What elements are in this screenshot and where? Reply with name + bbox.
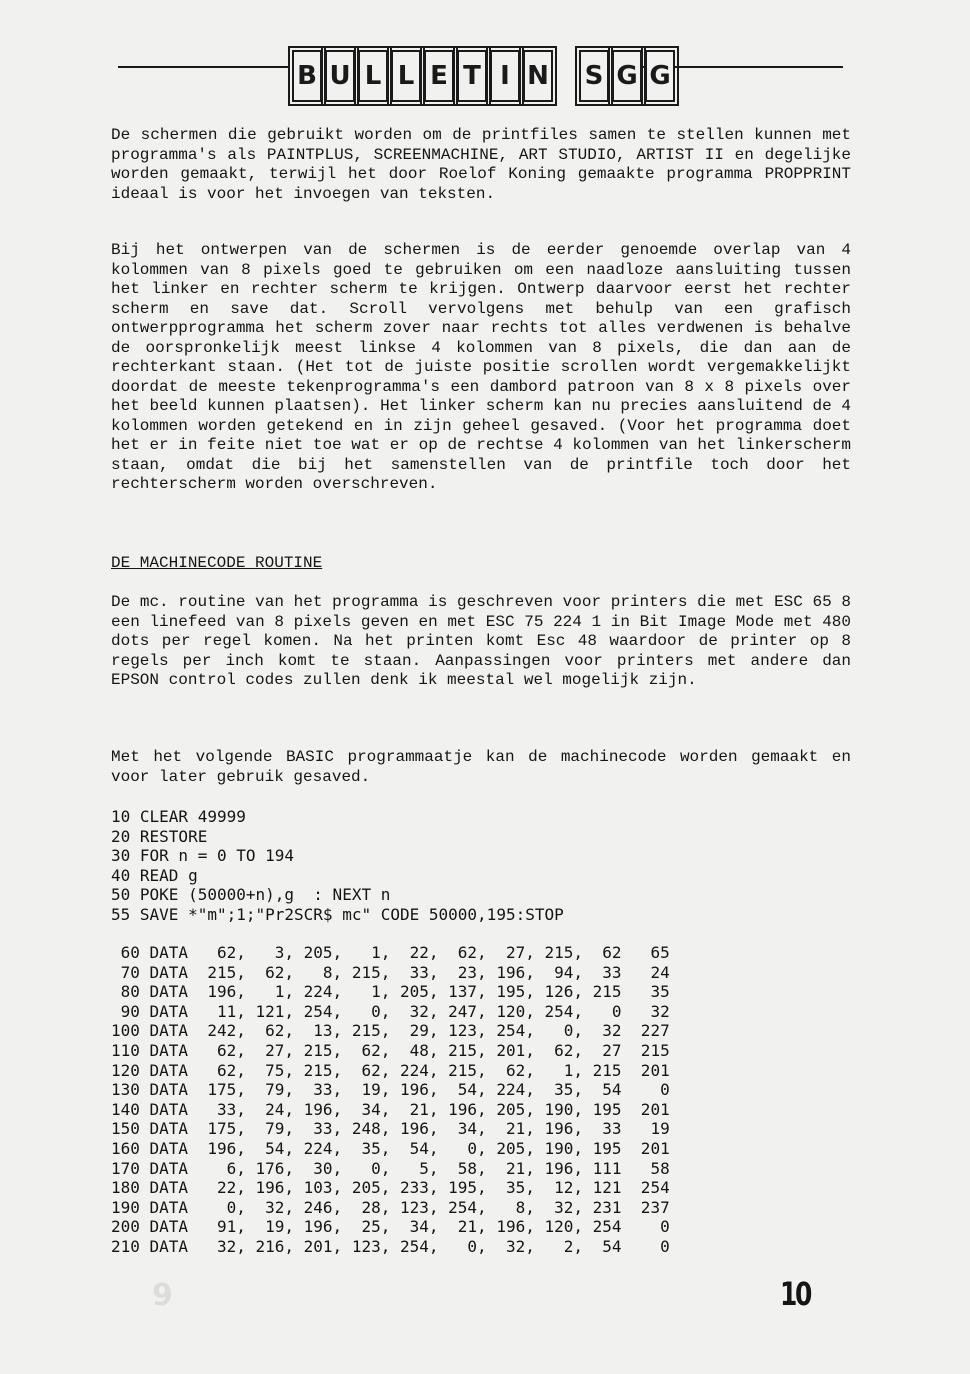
data-line: 80 DATA 196, 1, 224, 1, 205, 137, 195, 126, 215 35 xyxy=(111,982,670,1002)
data-line: 70 DATA 215, 62, 8, 215, 33, 23, 196, 94, 33 24 xyxy=(111,962,670,982)
logo-letter: U xyxy=(325,50,355,102)
data-line: 150 DATA 175, 79, 33, 248, 196, 34, 21, 196, 33 19 xyxy=(111,1119,670,1139)
data-line: 100 DATA 242, 62, 13, 215, 29, 123, 254, 0, 32 227 xyxy=(111,1021,670,1041)
code-line: 40 READ g xyxy=(111,865,198,885)
logo-letter: S xyxy=(579,50,609,102)
logo-letter: E xyxy=(424,50,454,102)
data-line: 140 DATA 33, 24, 196, 34, 21, 196, 205, 190, 195 201 xyxy=(111,1099,670,1119)
data-line: 160 DATA 196, 54, 224, 35, 54, 0, 205, 190, 195 201 xyxy=(111,1138,670,1158)
code-line: 20 RESTORE xyxy=(111,826,208,846)
paragraph-basic-intro: Met het volgende BASIC programmaatje kan de machinecode worden gemaakt en voor later gebruik gesaved. xyxy=(111,748,861,786)
paragraph-mc-routine: De mc. routine van het programma is geschreven voor printers die met ESC 65 8 een linefeed van 8 pixels geven en met ESC 75 224 1 in Bit Image Mode met 480 dots per regel komen. Na het printen komt Esc 48 waardoor de printer op 8 regels per inch komt te staan. Aanpassingen voor printers met andere dan EPSON control codes zullen denk ik meestal wel mogelijk zijn. xyxy=(111,593,861,689)
data-line: 120 DATA 62, 75, 215, 62, 224, 215, 62, 1, 215 201 xyxy=(111,1060,670,1080)
data-line: 190 DATA 0, 32, 246, 28, 123, 254, 8, 32, 231 237 xyxy=(111,1197,670,1217)
data-line: 210 DATA 32, 216, 201, 123, 254, 0, 32, 2, 54 0 xyxy=(111,1236,670,1256)
logo-letter: L xyxy=(391,50,421,102)
logo-letter: N xyxy=(523,50,553,102)
header-rule-left xyxy=(118,66,290,68)
data-line: 170 DATA 6, 176, 30, 0, 5, 58, 21, 196, 111 58 xyxy=(111,1158,670,1178)
logo-letter: G xyxy=(645,50,675,102)
bleed-through-page-number: 9 xyxy=(152,1278,173,1313)
paragraph-screen-design: Bij het ontwerpen van de schermen is de eerder genoemde overlap van 4 kolommen van 8 pixels goed te gebruiken om een naadloze aansluiting tussen het linker en rechter scherm te krijgen. Ontwerp daarvoor eerst het rechter scherm en save dat. Scroll vervolgens met behulp van een grafisch ontwerpprogramma het scherm zover naar rechts tot alles verdwenen is behalve de oorspronkelijk meest linkse 4 kolommen van 8 pixels, die dan aan de rechterkant staan. (Het tot de juiste positie scrollen wordt vergemakkelijkt doordat de meeste tekenprogramma's een dambord patroon van 8 x 8 pixels over het beeld kunnen plaatsen). Het linker scherm kan nu precies aansluitend de 4 kolommen worden getekend en in zijn geheel gesaved. (Voor het programma doet het er in feite niet toe wat er op de rechtse 4 kolommen van het linkerscherm staan, omdat die bij het samenstellen van de printfile toch door het rechterscherm worden overschreven. xyxy=(111,241,861,493)
data-line: 90 DATA 11, 121, 254, 0, 32, 247, 120, 254, 0 32 xyxy=(111,1001,670,1021)
logo-letter: G xyxy=(612,50,642,102)
basic-program-listing xyxy=(111,807,564,925)
data-line: 200 DATA 91, 19, 196, 25, 34, 21, 196, 120, 254 0 xyxy=(111,1217,670,1237)
code-line: 30 FOR n = 0 TO 194 xyxy=(111,846,295,866)
data-line: 60 DATA 62, 3, 205, 1, 22, 62, 27, 215, 62 65 xyxy=(111,943,670,962)
data-statements-listing xyxy=(111,943,670,1257)
logo-letter: B xyxy=(292,50,322,102)
logo-letter: T xyxy=(457,50,487,102)
code-line: 55 SAVE *"m";1;"Pr2SCR$ mc" CODE 50000,195:STOP xyxy=(111,904,564,924)
code-line: 10 CLEAR 49999 xyxy=(111,807,246,826)
code-line: 50 POKE (50000+n),g : NEXT n xyxy=(111,885,391,905)
section-heading: DE MACHINECODE ROUTINE xyxy=(111,554,323,572)
logo-spacer xyxy=(556,50,576,102)
logo-letter: L xyxy=(358,50,388,102)
bulletin-sgg-logo xyxy=(292,50,675,102)
data-line: 110 DATA 62, 27, 215, 62, 48, 215, 201, 62, 27 215 xyxy=(111,1040,670,1060)
logo-letter: I xyxy=(490,50,520,102)
data-line: 130 DATA 175, 79, 33, 19, 196, 54, 224, 35, 54 0 xyxy=(111,1080,670,1100)
page-number: 10 xyxy=(780,1275,811,1313)
data-line: 180 DATA 22, 196, 103, 205, 233, 195, 35, 12, 121 254 xyxy=(111,1178,670,1198)
paragraph-intro: De schermen die gebruikt worden om de printfiles samen te stellen kunnen met programma's als PAINTPLUS, SCREENMACHINE, ART STUDIO, ARTIST II en degelijke worden gemaakt, terwijl het door Roelof Koning gemaakte programma PROPPRINT ideaal is voor het invoegen van teksten. xyxy=(111,126,861,203)
